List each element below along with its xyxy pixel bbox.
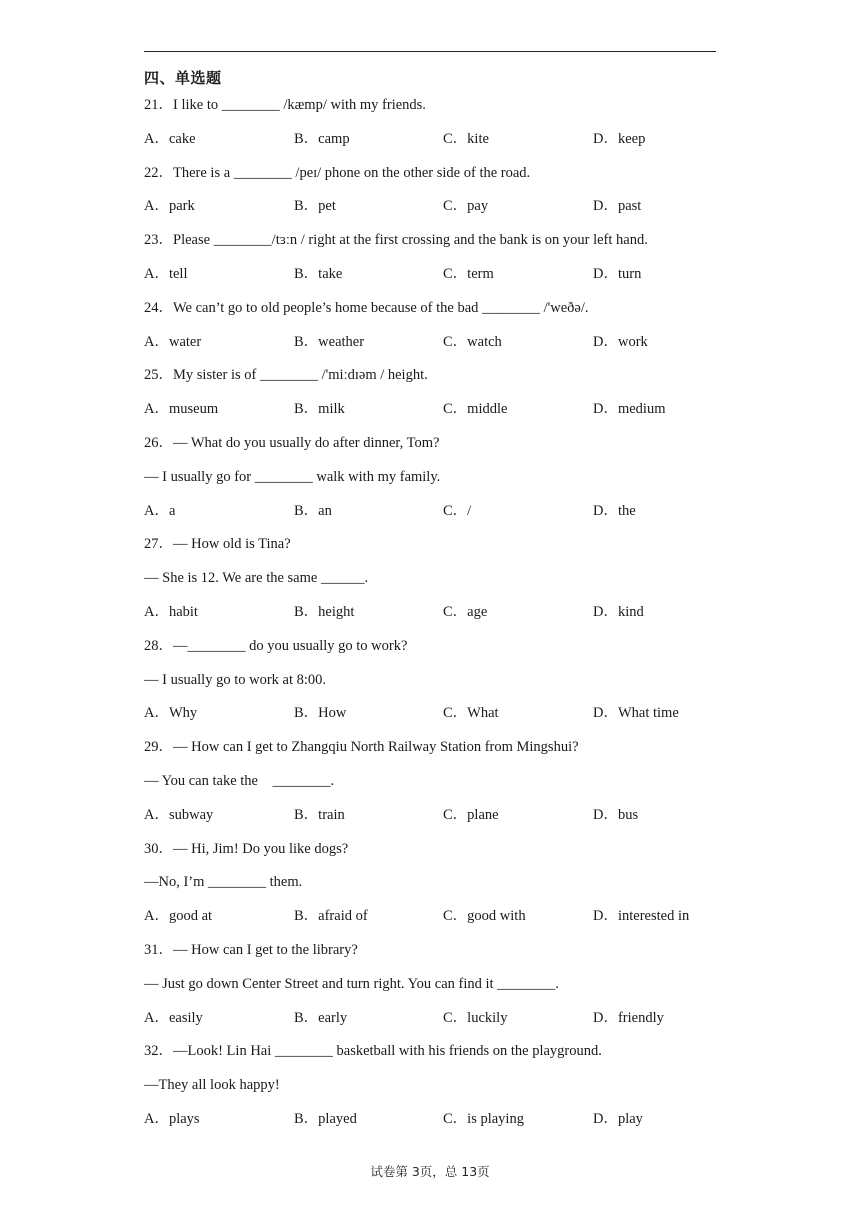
answer-option-c: C．What — [443, 705, 499, 722]
answer-option-a: A．good at — [144, 908, 213, 925]
answer-option-a: A．cake — [144, 130, 196, 147]
question-stem: 22．There is a ________ /peɪ/ phone on the other side of the road. — [144, 164, 531, 181]
question-dialogue-line: — She is 12. We are the same ______. — [144, 570, 369, 587]
answer-option-c: C．luckily — [443, 1009, 508, 1026]
question-dialogue-line: —They all look happy! — [144, 1077, 280, 1094]
question-stem: 21．I like to ________ /kæmp/ with my friends. — [144, 97, 426, 113]
answer-option-a: A．easily — [144, 1009, 203, 1026]
question-dialogue-line: — I usually go to work at 8:00. — [144, 671, 327, 688]
question-dialogue-line: — You can take the ________. — [144, 773, 335, 789]
answer-option-c: C．middle — [443, 401, 508, 418]
question-stem: 26．— What do you usually do after dinner, Tom? — [144, 435, 440, 451]
answer-option-c: C．age — [443, 604, 488, 620]
question-stem: 30．— Hi, Jim! Do you like dogs? — [144, 840, 349, 857]
answer-option-d: D．play — [593, 1111, 643, 1127]
answer-option-b: B．weather — [294, 333, 365, 350]
question-dialogue-line: — I usually go for ________ walk with my family. — [144, 468, 441, 485]
question-stem: 25．My sister is of ________ /'miːdɪəm / height. — [144, 367, 428, 384]
header-rule — [144, 51, 716, 52]
answer-option-b: B．milk — [294, 401, 345, 418]
answer-option-d: D．medium — [593, 401, 666, 418]
answer-option-c: C．term — [443, 266, 494, 282]
answer-option-b: B．early — [294, 1009, 348, 1026]
answer-option-d: D．keep — [593, 130, 646, 147]
question-stem: 23．Please ________/tɜːn / right at the first crossing and the bank is on your left hand. — [144, 232, 648, 249]
answer-option-b: B．camp — [294, 130, 350, 147]
answer-option-a: A．museum — [144, 401, 219, 418]
answer-option-a: A．plays — [144, 1111, 200, 1127]
question-stem: 29．— How can I get to Zhangqiu North Railway Station from Mingshui? — [144, 739, 579, 756]
answer-option-d: D．friendly — [593, 1009, 664, 1026]
answer-option-c: C．/ — [443, 502, 472, 519]
answer-option-b: B．an — [294, 502, 332, 519]
answer-option-c: C．watch — [443, 333, 502, 350]
answer-option-a: A．park — [144, 198, 195, 215]
answer-option-c: C．is playing — [443, 1111, 524, 1127]
answer-option-c: C．plane — [443, 806, 499, 823]
question-stem: 32．—Look! Lin Hai ________ basketball with his friends on the playground. — [144, 1043, 602, 1060]
answer-option-b: B．pet — [294, 198, 336, 215]
answer-option-a: A．tell — [144, 266, 188, 282]
answer-option-a: A．water — [144, 333, 202, 350]
answer-option-d: D．work — [593, 333, 648, 350]
section-title: 四、单选题 — [144, 69, 222, 87]
answer-option-a: A．Why — [144, 705, 198, 722]
answer-option-d: D．the — [593, 502, 636, 519]
answer-option-a: A．habit — [144, 604, 198, 620]
answer-option-b: B．played — [294, 1111, 357, 1127]
question-stem: 24．We can’t go to old people’s home because of the bad ________ /'weðə/. — [144, 299, 589, 316]
page-footer: 试卷第 3页，总 13页 — [370, 1164, 490, 1179]
answer-option-b: B．afraid of — [294, 908, 368, 925]
answer-option-d: D．past — [593, 198, 642, 215]
question-dialogue-line: — Just go down Center Street and turn right. You can find it ________. — [144, 975, 559, 992]
answer-option-b: B．take — [294, 266, 343, 282]
answer-option-b: B．How — [294, 705, 347, 722]
answer-option-b: B．height — [294, 604, 355, 620]
answer-option-c: C．good with — [443, 908, 526, 925]
question-stem: 31．— How can I get to the library? — [144, 942, 358, 958]
answer-option-d: D．bus — [593, 806, 639, 823]
answer-option-a: A．a — [144, 502, 176, 519]
question-stem: 27．— How old is Tina? — [144, 536, 291, 553]
answer-option-d: D．turn — [593, 266, 642, 282]
answer-option-d: D．What time — [593, 705, 679, 722]
answer-option-c: C．pay — [443, 198, 489, 215]
answer-option-c: C．kite — [443, 130, 489, 147]
answer-option-a: A．subway — [144, 806, 214, 823]
question-stem: 28．—________ do you usually go to work? — [144, 637, 408, 654]
answer-option-d: D．kind — [593, 604, 644, 620]
question-dialogue-line: —No, I’m ________ them. — [144, 874, 303, 891]
answer-option-d: D．interested in — [593, 908, 690, 925]
answer-option-b: B．train — [294, 806, 345, 823]
